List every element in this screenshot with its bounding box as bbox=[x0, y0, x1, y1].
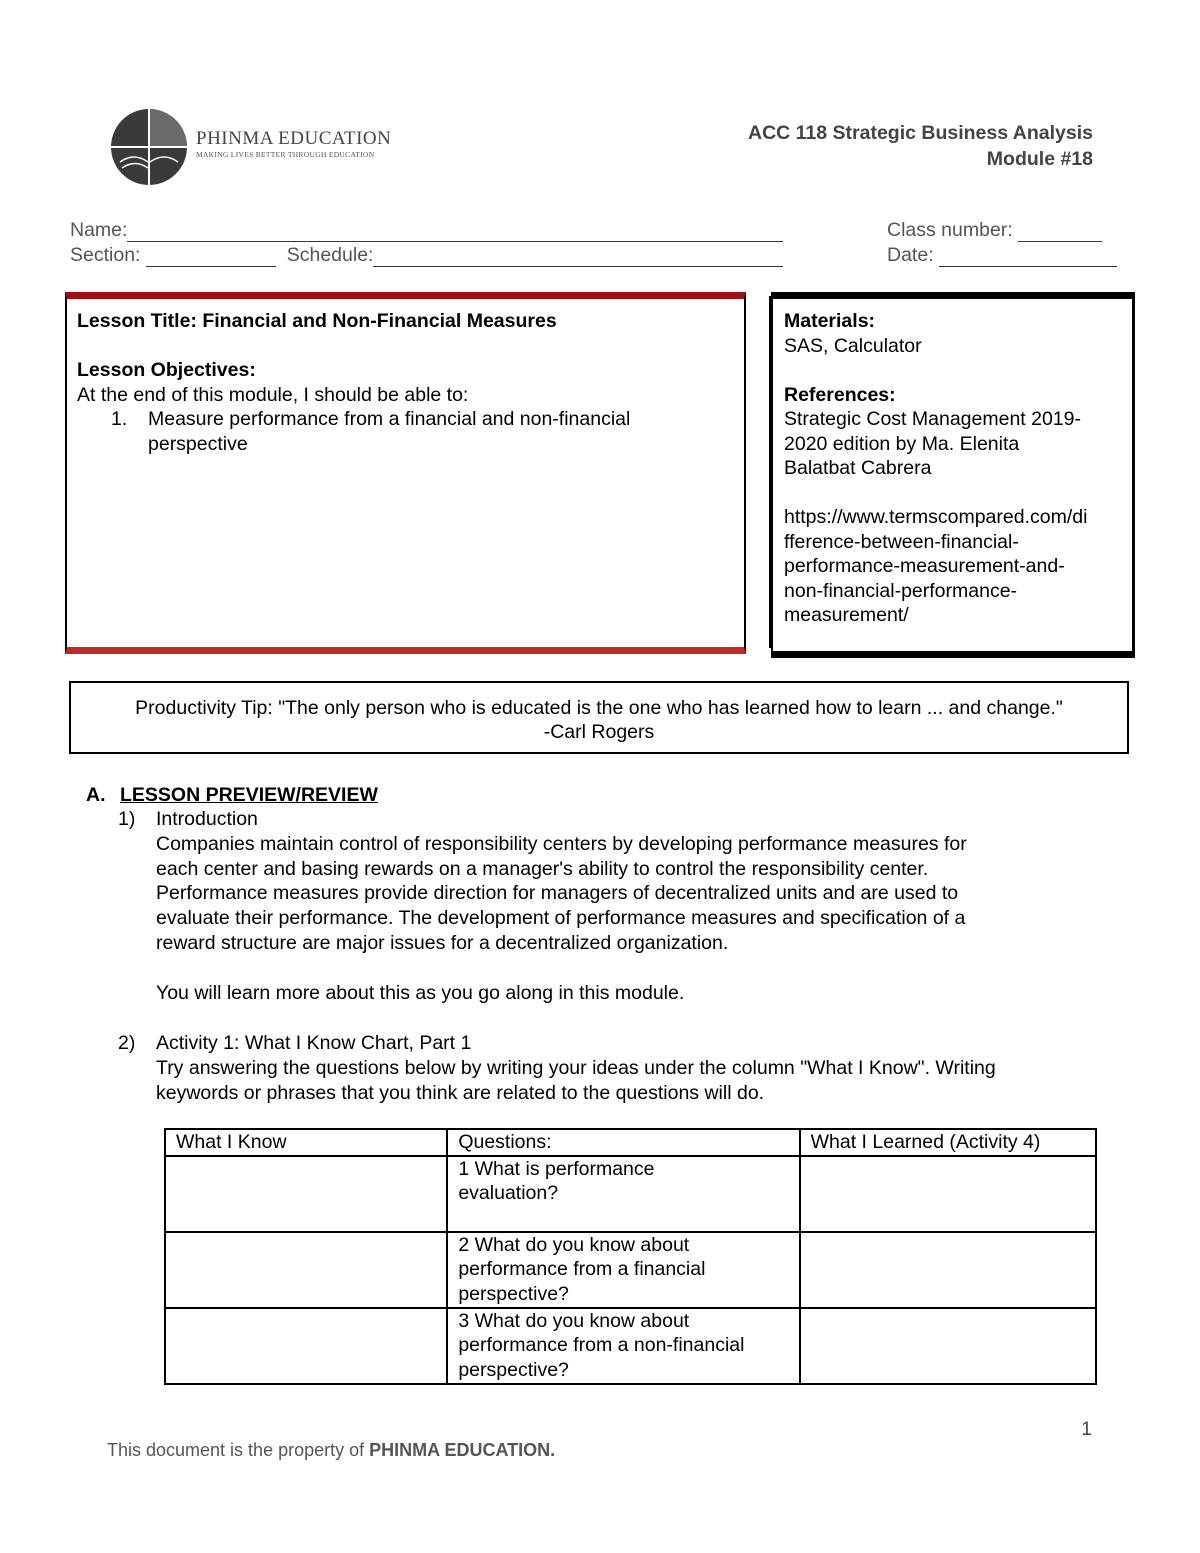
intro-line: each center and basing rewards on a manager's ability to control the responsibility center. bbox=[156, 857, 929, 880]
reference-url-line[interactable]: performance-measurement-and- bbox=[784, 555, 1065, 577]
section-letter: A. bbox=[86, 784, 106, 806]
box-divider bbox=[746, 296, 771, 648]
reference-url-line[interactable]: https://www.termscompared.com/di bbox=[784, 506, 1088, 528]
tip-quote: Productivity Tip: "The only person who is educated is the one who has learned how to learn ... and change." bbox=[135, 697, 1063, 719]
section-field[interactable] bbox=[70, 244, 783, 267]
objective-item bbox=[77, 407, 736, 456]
header-what-i-learned: What I Learned (Activity 4) bbox=[800, 1129, 1096, 1156]
answer-cell-learned[interactable] bbox=[800, 1232, 1096, 1308]
name-field[interactable] bbox=[70, 219, 783, 242]
section-label: Section: bbox=[70, 244, 141, 266]
activity-line: Try answering the questions below by writing your ideas under the column "What I Know". Writing bbox=[156, 1056, 996, 1079]
answer-cell-know[interactable] bbox=[165, 1232, 447, 1308]
question-line: evaluation? bbox=[458, 1182, 559, 1204]
section-title: LESSON PREVIEW/REVIEW bbox=[120, 784, 378, 806]
activity-line: keywords or phrases that you think are related to the questions will do. bbox=[156, 1081, 765, 1104]
question-cell bbox=[447, 1156, 799, 1232]
productivity-tip-box bbox=[69, 681, 1129, 754]
materials-heading: Materials: bbox=[784, 310, 876, 332]
date-label: Date: bbox=[887, 244, 934, 266]
question-line: 2 What do you know about bbox=[458, 1233, 690, 1256]
schedule-label: Schedule: bbox=[286, 244, 374, 266]
question-cell bbox=[447, 1232, 799, 1308]
table-row bbox=[165, 1232, 1096, 1308]
question-line: perspective? bbox=[458, 1282, 569, 1305]
what-i-know-table bbox=[164, 1128, 1097, 1385]
page-number: 1 bbox=[1081, 1418, 1092, 1440]
learn-more-text: You will learn more about this as you go along in this module. bbox=[156, 981, 685, 1004]
intro-line: Performance measures provide direction for managers of decentralized units and are used to bbox=[156, 882, 959, 905]
lesson-box bbox=[65, 292, 746, 654]
header-questions: Questions: bbox=[447, 1129, 799, 1156]
question-line: perspective? bbox=[458, 1358, 569, 1381]
objective-text-line: Measure performance from a financial and non-financial bbox=[148, 408, 631, 430]
question-line: performance from a non-financial bbox=[458, 1334, 745, 1356]
activity-block bbox=[156, 1031, 1116, 1105]
reference-book-line: Strategic Cost Management 2019- bbox=[784, 408, 1081, 430]
objective-text-line: perspective bbox=[148, 432, 248, 455]
intro-line: evaluate their performance. The development of performance measures and specification of a bbox=[156, 907, 966, 930]
course-header bbox=[748, 120, 1093, 172]
objective-number: 1. bbox=[111, 408, 128, 430]
reference-book-line: Balatbat Cabrera bbox=[784, 457, 932, 479]
footer-property-org: PHINMA EDUCATION. bbox=[369, 1440, 556, 1460]
date-field[interactable] bbox=[887, 244, 1117, 267]
logo-name: PHINMA EDUCATION bbox=[196, 128, 392, 149]
answer-cell-learned[interactable] bbox=[800, 1156, 1096, 1232]
lesson-title: Lesson Title: Financial and Non-Financial Measures bbox=[77, 310, 557, 332]
class-number-field[interactable] bbox=[887, 219, 1102, 242]
intro-block bbox=[156, 807, 1116, 1005]
class-number-label: Class number: bbox=[887, 219, 1013, 241]
intro-line: reward structure are major issues for a decentralized organization. bbox=[156, 931, 729, 954]
question-cell bbox=[447, 1308, 799, 1384]
phinma-logo-icon bbox=[108, 106, 192, 188]
objectives-intro: At the end of this module, I should be able to: bbox=[77, 383, 469, 406]
intro-line: Companies maintain control of responsibility centers by developing performance measures for bbox=[156, 832, 967, 855]
reference-book-line: 2020 edition by Ma. Elenita bbox=[784, 432, 1020, 455]
section-blank[interactable] bbox=[146, 248, 276, 267]
tip-author: -Carl Rogers bbox=[543, 721, 655, 743]
references-heading: References: bbox=[784, 383, 896, 406]
answer-cell-know[interactable] bbox=[165, 1156, 447, 1232]
table-header-row bbox=[165, 1129, 1096, 1156]
activity-title: Activity 1: What I Know Chart, Part 1 bbox=[156, 1032, 472, 1054]
table-row bbox=[165, 1308, 1096, 1384]
header-what-i-know: What I Know bbox=[165, 1129, 447, 1156]
logo-tagline: MAKING LIVES BETTER THROUGH EDUCATION bbox=[196, 150, 375, 159]
schedule-blank[interactable] bbox=[373, 248, 783, 267]
module-number: Module #18 bbox=[986, 148, 1093, 170]
section-a-heading bbox=[86, 783, 378, 808]
activity-number: 2) bbox=[118, 1032, 136, 1054]
question-line: performance from a financial bbox=[458, 1258, 706, 1280]
course-title: ACC 118 Strategic Business Analysis bbox=[747, 122, 1093, 144]
materials-items: SAS, Calculator bbox=[784, 334, 922, 357]
name-label: Name: bbox=[70, 219, 128, 241]
reference-url-line[interactable]: measurement/ bbox=[784, 604, 909, 626]
table-row bbox=[165, 1156, 1096, 1232]
name-blank[interactable] bbox=[127, 223, 783, 242]
reference-url-line[interactable]: fference-between-financial- bbox=[784, 530, 1019, 553]
reference-url-line[interactable]: non-financial-performance- bbox=[784, 579, 1018, 602]
date-blank[interactable] bbox=[939, 248, 1117, 267]
intro-number: 1) bbox=[118, 808, 136, 830]
intro-title: Introduction bbox=[156, 808, 258, 830]
answer-cell-know[interactable] bbox=[165, 1308, 447, 1384]
class-number-blank[interactable] bbox=[1018, 223, 1102, 242]
answer-cell-learned[interactable] bbox=[800, 1308, 1096, 1384]
footer-property-text: This document is the property of bbox=[107, 1440, 365, 1460]
objectives-heading: Lesson Objectives: bbox=[77, 359, 256, 381]
question-line: 3 What do you know about bbox=[458, 1309, 690, 1332]
materials-box bbox=[771, 292, 1135, 658]
question-line: 1 What is performance bbox=[458, 1157, 655, 1180]
footer-property bbox=[107, 1440, 555, 1461]
